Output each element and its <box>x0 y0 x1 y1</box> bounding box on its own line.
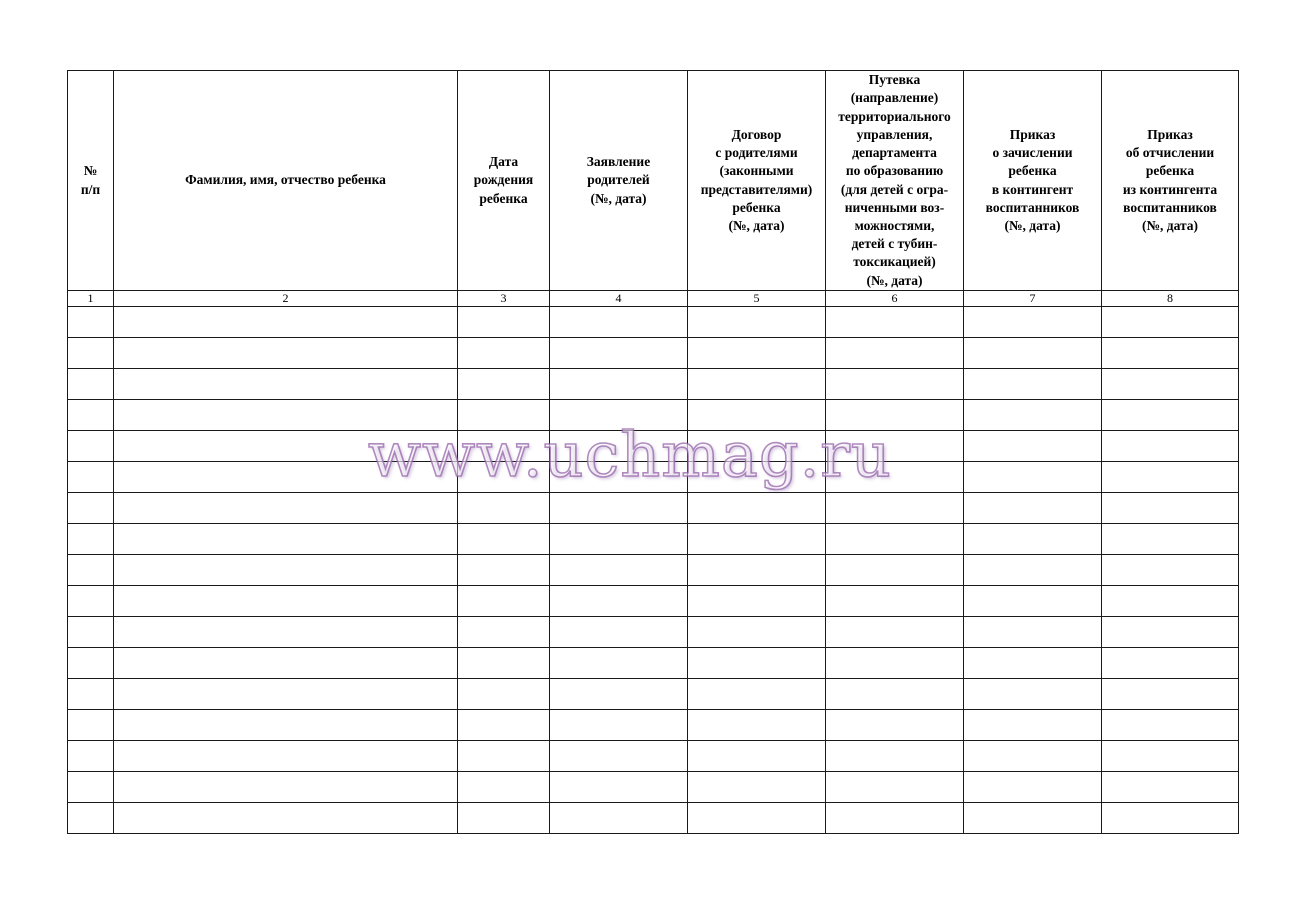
entry-cell[interactable] <box>458 369 550 400</box>
entry-cell[interactable] <box>550 369 688 400</box>
table-row <box>68 462 1239 493</box>
entry-cell[interactable] <box>68 617 114 648</box>
header-parent-application: Заявление родителей (№, дата) <box>550 71 688 291</box>
entry-cell[interactable] <box>114 338 458 369</box>
entry-cell[interactable] <box>688 710 826 741</box>
entry-cell[interactable] <box>458 555 550 586</box>
entry-cell[interactable] <box>826 617 964 648</box>
table-row <box>68 586 1239 617</box>
entry-cell[interactable] <box>688 369 826 400</box>
entry-cell[interactable] <box>964 307 1102 338</box>
entry-cell[interactable] <box>68 586 114 617</box>
entry-cell[interactable] <box>458 648 550 679</box>
entry-cell[interactable] <box>458 400 550 431</box>
entry-cell[interactable] <box>550 338 688 369</box>
entry-cell[interactable] <box>114 648 458 679</box>
header-child-full-name: Фамилия, имя, отчество ребенка <box>114 71 458 291</box>
table-row <box>68 338 1239 369</box>
entry-cell[interactable] <box>550 493 688 524</box>
entry-cell[interactable] <box>826 648 964 679</box>
entry-cell[interactable] <box>68 431 114 462</box>
entry-cell[interactable] <box>68 400 114 431</box>
header-parent-contract: Договор с родителями (законными представителями) ребенка (№, дата) <box>688 71 826 291</box>
entry-cell[interactable] <box>550 803 688 834</box>
entry-cell[interactable] <box>964 617 1102 648</box>
entry-cell[interactable] <box>114 586 458 617</box>
entry-cell[interactable] <box>550 586 688 617</box>
entry-cell[interactable] <box>964 338 1102 369</box>
entry-cell[interactable] <box>1102 679 1239 710</box>
entry-cell[interactable] <box>68 803 114 834</box>
table-row <box>68 400 1239 431</box>
column-number: 7 <box>964 291 1102 307</box>
table-row <box>68 555 1239 586</box>
entry-cell[interactable] <box>550 617 688 648</box>
entry-cell[interactable] <box>68 524 114 555</box>
column-number: 8 <box>1102 291 1239 307</box>
entry-cell[interactable] <box>68 772 114 803</box>
entry-cell[interactable] <box>550 524 688 555</box>
entry-cell[interactable] <box>114 524 458 555</box>
column-number: 3 <box>458 291 550 307</box>
entry-cell[interactable] <box>68 679 114 710</box>
entry-cell[interactable] <box>1102 741 1239 772</box>
entry-cell[interactable] <box>1102 555 1239 586</box>
entry-cell[interactable] <box>1102 524 1239 555</box>
table-row <box>68 307 1239 338</box>
entry-cell[interactable] <box>458 741 550 772</box>
entry-cell[interactable] <box>68 369 114 400</box>
entry-cell[interactable] <box>458 524 550 555</box>
entry-cell[interactable] <box>114 462 458 493</box>
table-row <box>68 524 1239 555</box>
entry-cell[interactable] <box>964 679 1102 710</box>
table-row <box>68 648 1239 679</box>
entry-cell[interactable] <box>550 555 688 586</box>
table-row <box>68 710 1239 741</box>
entry-cell[interactable] <box>964 772 1102 803</box>
entry-cell[interactable] <box>114 431 458 462</box>
entry-cell[interactable] <box>68 741 114 772</box>
entry-cell[interactable] <box>688 679 826 710</box>
entry-cell[interactable] <box>688 400 826 431</box>
entry-cell[interactable] <box>458 772 550 803</box>
entry-cell[interactable] <box>826 493 964 524</box>
entry-cell[interactable] <box>1102 648 1239 679</box>
column-number: 1 <box>68 291 114 307</box>
column-number: 6 <box>826 291 964 307</box>
entry-cell[interactable] <box>1102 400 1239 431</box>
entry-cell[interactable] <box>458 679 550 710</box>
entry-cell[interactable] <box>964 400 1102 431</box>
entry-cell[interactable] <box>68 338 114 369</box>
entry-cell[interactable] <box>1102 710 1239 741</box>
table-row <box>68 803 1239 834</box>
entry-cell[interactable] <box>114 307 458 338</box>
header-referral-voucher: Путевка (направление) территориального управления, департамента по образованию (для детей с огра- ниченными воз- можностями, детей с тубин- токсикацией) (№, дата) <box>826 71 964 291</box>
entry-cell[interactable] <box>688 741 826 772</box>
entry-cell[interactable] <box>1102 369 1239 400</box>
entry-cell[interactable] <box>688 586 826 617</box>
entry-cell[interactable] <box>964 369 1102 400</box>
entry-cell[interactable] <box>68 493 114 524</box>
entry-cell[interactable] <box>964 741 1102 772</box>
entry-cell[interactable] <box>1102 462 1239 493</box>
entry-cell[interactable] <box>688 772 826 803</box>
entry-cell[interactable] <box>114 369 458 400</box>
entry-cell[interactable] <box>964 648 1102 679</box>
entry-cell[interactable] <box>458 307 550 338</box>
entry-cell[interactable] <box>114 493 458 524</box>
entry-cell[interactable] <box>688 617 826 648</box>
entry-cell[interactable] <box>550 307 688 338</box>
column-number-row <box>68 291 1239 307</box>
entry-cell[interactable] <box>964 524 1102 555</box>
entry-cell[interactable] <box>68 555 114 586</box>
entry-cell[interactable] <box>826 679 964 710</box>
entry-cell[interactable] <box>826 803 964 834</box>
entry-cell[interactable] <box>688 462 826 493</box>
entry-cell[interactable] <box>550 462 688 493</box>
entry-cell[interactable] <box>458 431 550 462</box>
entry-cell[interactable] <box>458 617 550 648</box>
entry-cell[interactable] <box>114 555 458 586</box>
entry-cell[interactable] <box>114 741 458 772</box>
entry-cell[interactable] <box>458 493 550 524</box>
table-row <box>68 431 1239 462</box>
entry-cell[interactable] <box>114 710 458 741</box>
column-number: 5 <box>688 291 826 307</box>
table-row <box>68 369 1239 400</box>
watermark: www.uchmag.ru <box>368 418 892 491</box>
entry-cell[interactable] <box>964 431 1102 462</box>
entry-cell[interactable] <box>826 462 964 493</box>
entry-cell[interactable] <box>826 586 964 617</box>
table-row <box>68 741 1239 772</box>
entry-cell[interactable] <box>826 369 964 400</box>
entry-cell[interactable] <box>688 307 826 338</box>
register-body <box>68 307 1239 834</box>
entry-cell[interactable] <box>1102 493 1239 524</box>
table-row <box>68 493 1239 524</box>
entry-cell[interactable] <box>550 772 688 803</box>
entry-cell[interactable] <box>114 679 458 710</box>
entry-cell[interactable] <box>688 338 826 369</box>
entry-cell[interactable] <box>826 524 964 555</box>
entry-cell[interactable] <box>688 803 826 834</box>
entry-cell[interactable] <box>964 710 1102 741</box>
entry-cell[interactable] <box>1102 307 1239 338</box>
entry-cell[interactable] <box>826 710 964 741</box>
entry-cell[interactable] <box>964 555 1102 586</box>
entry-cell[interactable] <box>688 431 826 462</box>
header-row <box>68 71 1239 291</box>
column-number: 4 <box>550 291 688 307</box>
entry-cell[interactable] <box>1102 803 1239 834</box>
entry-cell[interactable] <box>1102 772 1239 803</box>
column-number: 2 <box>114 291 458 307</box>
entry-cell[interactable] <box>688 493 826 524</box>
children-register-table <box>67 70 1239 834</box>
header-expulsion-order: Приказ об отчислении ребенка из контингента воспитанников (№, дата) <box>1102 71 1239 291</box>
header-enrollment-order: Приказ о зачислении ребенка в контингент воспитанников (№, дата) <box>964 71 1102 291</box>
entry-cell[interactable] <box>458 586 550 617</box>
table-row <box>68 679 1239 710</box>
entry-cell[interactable] <box>550 679 688 710</box>
entry-cell[interactable] <box>688 555 826 586</box>
table-row <box>68 617 1239 648</box>
entry-cell[interactable] <box>826 307 964 338</box>
entry-cell[interactable] <box>826 400 964 431</box>
register-sheet <box>67 70 1238 834</box>
entry-cell[interactable] <box>550 648 688 679</box>
entry-cell[interactable] <box>458 338 550 369</box>
entry-cell[interactable] <box>964 803 1102 834</box>
entry-cell[interactable] <box>458 462 550 493</box>
entry-cell[interactable] <box>964 586 1102 617</box>
entry-cell[interactable] <box>826 338 964 369</box>
entry-cell[interactable] <box>688 648 826 679</box>
entry-cell[interactable] <box>550 710 688 741</box>
entry-cell[interactable] <box>68 648 114 679</box>
header-number: № п/п <box>68 71 114 291</box>
entry-cell[interactable] <box>550 741 688 772</box>
entry-cell[interactable] <box>114 617 458 648</box>
entry-cell[interactable] <box>688 524 826 555</box>
entry-cell[interactable] <box>826 555 964 586</box>
entry-cell[interactable] <box>68 710 114 741</box>
entry-cell[interactable] <box>114 400 458 431</box>
entry-cell[interactable] <box>826 772 964 803</box>
header-birth-date: Дата рождения ребенка <box>458 71 550 291</box>
entry-cell[interactable] <box>550 400 688 431</box>
entry-cell[interactable] <box>1102 586 1239 617</box>
entry-cell[interactable] <box>68 462 114 493</box>
entry-cell[interactable] <box>964 493 1102 524</box>
entry-cell[interactable] <box>114 803 458 834</box>
entry-cell[interactable] <box>964 462 1102 493</box>
entry-cell[interactable] <box>458 710 550 741</box>
entry-cell[interactable] <box>114 772 458 803</box>
entry-cell[interactable] <box>1102 338 1239 369</box>
entry-cell[interactable] <box>1102 431 1239 462</box>
table-row <box>68 772 1239 803</box>
entry-cell[interactable] <box>458 803 550 834</box>
entry-cell[interactable] <box>826 431 964 462</box>
entry-cell[interactable] <box>68 307 114 338</box>
entry-cell[interactable] <box>550 431 688 462</box>
entry-cell[interactable] <box>1102 617 1239 648</box>
entry-cell[interactable] <box>826 741 964 772</box>
